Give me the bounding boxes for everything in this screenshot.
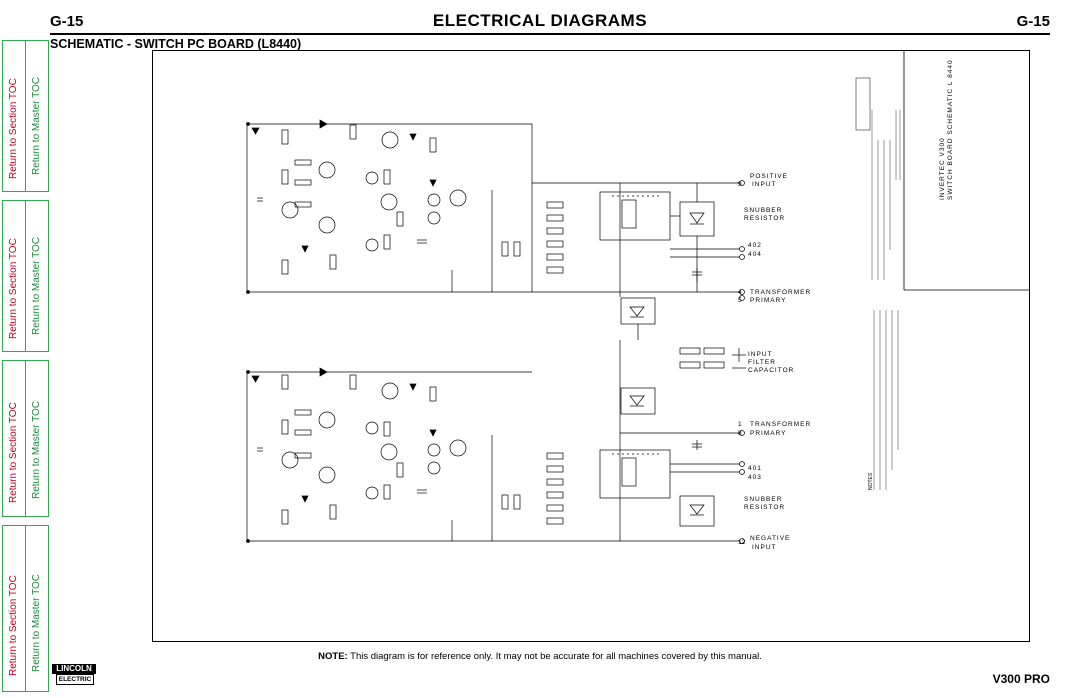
- header-rule: [50, 33, 1050, 35]
- term-401: 401: [748, 465, 762, 472]
- master-toc-link-2[interactable]: [25, 200, 49, 352]
- term-403: 403: [748, 474, 762, 481]
- negative-label: NEGATIVE: [750, 535, 791, 542]
- master-toc-label: Return to Master TOC: [31, 574, 42, 672]
- term-12-num: 12: [738, 539, 746, 546]
- section-toc-link-3[interactable]: [2, 360, 26, 517]
- master-toc-link-1[interactable]: [25, 40, 49, 192]
- term-4-num: 4: [738, 289, 742, 296]
- model-name: V300 PRO: [992, 672, 1050, 686]
- note-label: NOTE:: [318, 651, 348, 662]
- master-toc-label: Return to Master TOC: [31, 77, 42, 175]
- page-number-right: G-15: [1016, 13, 1050, 30]
- input-label-bottom: INPUT: [752, 544, 777, 551]
- section-toc-link-4[interactable]: [2, 525, 26, 692]
- snubber-label-top: SNUBBER: [744, 207, 783, 214]
- term-404: 404: [748, 251, 762, 258]
- resistor-label-bottom: RESISTOR: [744, 504, 786, 511]
- transformer-label-bottom: TRANSFORMER: [750, 421, 812, 428]
- notes-heading: NOTES: [868, 472, 874, 490]
- page-title: ELECTRICAL DIAGRAMS: [432, 11, 648, 30]
- toc-sidebar: [0, 40, 48, 695]
- section-toc-link-1[interactable]: [2, 40, 26, 192]
- primary-label-bottom: PRIMARY: [750, 430, 787, 437]
- term-9-num: 9: [738, 181, 742, 188]
- logo-electric-text: ELECTRIC: [56, 674, 94, 685]
- term-402: 402: [748, 242, 762, 249]
- title-block-line1: INVERTEC V300: [939, 137, 946, 200]
- positive-label: POSITIVE: [750, 173, 788, 180]
- input-filter-label-2: FILTER: [748, 359, 776, 366]
- master-toc-link-4[interactable]: [25, 525, 49, 692]
- switch-board-schematic: [152, 50, 1030, 642]
- section-toc-label: Return to Section TOC: [8, 575, 19, 676]
- note-text: This diagram is for reference only. It may not be accurate for all machines covered by this manual.: [347, 651, 762, 662]
- logo-lincoln-text: LINCOLN: [52, 664, 96, 674]
- page-number-left: G-15: [50, 13, 84, 30]
- title-block-code: L 8440: [947, 59, 954, 85]
- term-1-num: 1: [738, 421, 742, 428]
- resistor-label-top: RESISTOR: [744, 215, 786, 222]
- primary-label-top: PRIMARY: [750, 297, 787, 304]
- transformer-label-top: TRANSFORMER: [750, 289, 812, 296]
- section-toc-label: Return to Section TOC: [8, 78, 19, 179]
- reference-note: [0, 651, 1080, 662]
- term-5-num: 5: [738, 297, 742, 304]
- section-toc-label: Return to Section TOC: [8, 238, 19, 339]
- section-toc-link-2[interactable]: [2, 200, 26, 352]
- master-toc-label: Return to Master TOC: [31, 401, 42, 499]
- section-subtitle: SCHEMATIC - SWITCH PC BOARD (L8440): [50, 37, 302, 51]
- snubber-label-bottom: SNUBBER: [744, 496, 783, 503]
- term-8-num: 8: [738, 430, 742, 437]
- master-toc-label: Return to Master TOC: [31, 237, 42, 335]
- input-filter-label-3: CAPACITOR: [748, 367, 795, 374]
- section-toc-label: Return to Section TOC: [8, 402, 19, 503]
- input-label-top: INPUT: [752, 181, 777, 188]
- lincoln-electric-logo: [52, 664, 96, 684]
- master-toc-link-3[interactable]: [25, 360, 49, 517]
- title-block-line2: SWITCH BOARD SCHEMATIC: [947, 87, 954, 200]
- input-filter-label-1: INPUT: [748, 351, 773, 358]
